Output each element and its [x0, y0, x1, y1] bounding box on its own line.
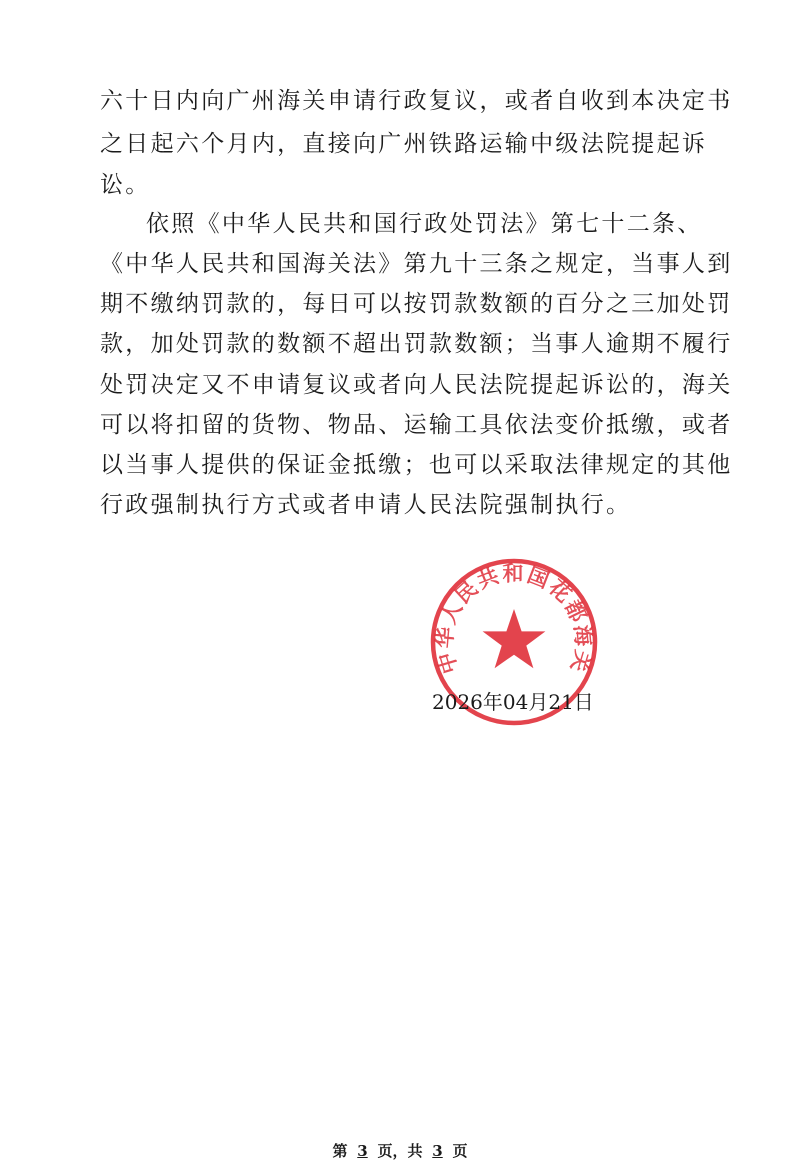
paragraph-2-line-4: 款，加处罚款的数额不超出罚款数额；当事人逾期不履行: [100, 331, 733, 357]
footer-suffix: 页: [452, 1142, 468, 1160]
paragraph-1-line-3: 讼。: [100, 172, 151, 198]
paragraph-2-line-3: 期不缴纳罚款的，每日可以按罚款数额的百分之三加处罚: [100, 291, 733, 317]
footer-prefix: 第: [332, 1142, 348, 1160]
paragraph-2-line-8: 行政强制执行方式或者申请人民法院强制执行。: [100, 492, 632, 518]
paragraph-2-line-1: 依照《中华人民共和国行政处罚法》第七十二条、: [146, 211, 703, 237]
total-page-number: 3: [432, 1142, 443, 1160]
page-footer: [0, 1141, 800, 1161]
current-page-number: 3: [357, 1142, 368, 1160]
footer-middle: 页，共: [377, 1142, 423, 1160]
paragraph-2-line-5: 处罚决定又不申请复议或者向人民法院提起诉讼的，海关: [100, 372, 733, 398]
document-date: 2026年04月21日: [432, 690, 594, 714]
paragraph-2-line-2: 《中华人民共和国海关法》第九十三条之规定，当事人到: [100, 251, 733, 277]
paragraph-1-line-1: 六十日内向广州海关申请行政复议，或者自收到本决定书: [100, 88, 733, 114]
seal-text: 中华人民共和国花都海关: [431, 560, 597, 677]
paragraph-2-line-7: 以当事人提供的保证金抵缴；也可以采取法律规定的其他: [100, 452, 733, 478]
paragraph-2-line-6: 可以将扣留的货物、物品、运输工具依法变价抵缴，或者: [100, 412, 733, 438]
star-icon: [483, 609, 546, 668]
paragraph-1-line-2: 之日起六个月内，直接向广州铁路运输中级法院提起诉: [100, 131, 708, 157]
